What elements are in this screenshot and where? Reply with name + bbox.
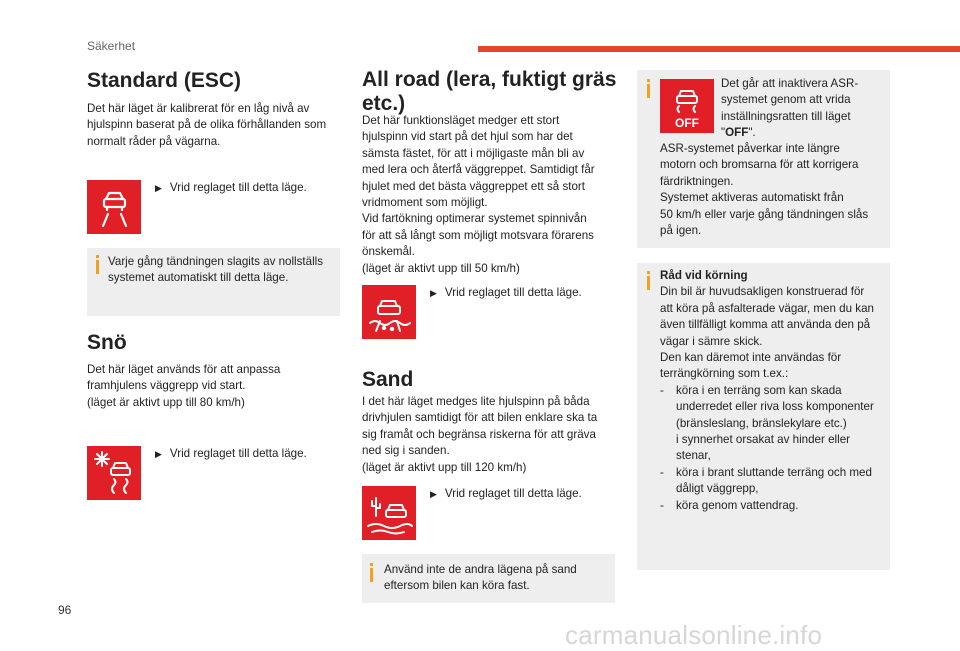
arrow-right-icon: ▶ — [155, 183, 162, 193]
list-item: - köra i brant sluttande terräng och med dåligt väggrepp, — [660, 465, 872, 496]
allroad-title: All road (lera, fuktigt gräs etc.) — [362, 68, 617, 115]
advice-title: Råd vid körning — [660, 269, 748, 282]
standard-step: ▶ Vrid reglaget till detta läge. — [155, 181, 307, 194]
col1-note-text: Varje gång tändningen slagits av nollställs systemet automatiskt till detta läge. — [108, 255, 324, 285]
sand-step: ▶ Vrid reglaget till detta läge. — [430, 487, 582, 500]
info-icon — [96, 260, 99, 274]
sand-mode-icon — [362, 486, 416, 540]
arrow-right-icon: ▶ — [430, 288, 437, 298]
col2-note-text: Använd inte de andra lägena på sand eftersom bilen kan köra fast. — [384, 563, 577, 593]
asr-side-text: Det går att inaktivera ASR- systemet genom att vrida inställningsratten till läget "OFF". — [721, 77, 859, 140]
allroad-body: Det här funktionsläget medger ett stort hjulspinn vid start på det hjul som har det sämsta fästet, för att i möjligaste mån bli av med lera och återfå väggreppet. Samtidigt får hjulet med det bästa väggreppet ett så stort vridmoment som möjligt. Vid fartökning optimerar systemet spinnivån för att så långt som möjligt motsvara förarens önskemål. (läget är aktivt upp till 50 km/h) — [362, 114, 595, 275]
snow-title: Snö — [87, 331, 127, 354]
arrow-right-icon: ▶ — [155, 449, 162, 459]
snow-mode-icon — [87, 446, 141, 500]
sand-title: Sand — [362, 368, 414, 391]
list-item: - köra i en terräng som kan skada underredet eller riva loss komponenter (bränsleslang, bränslekylare etc.) i synnerhet orsakat av hinder eller stenar, — [660, 383, 874, 463]
snow-step: ▶ Vrid reglaget till detta läge. — [155, 447, 307, 460]
info-icon — [647, 276, 650, 290]
arrow-right-icon: ▶ — [430, 489, 437, 499]
advice-text: Råd vid körning Din bil är huvudsakligen konstruerad för att köra på asfalterade vägar, men du kan även tillfälligt komma att använda den på vägar i sämre skick. Den kan däremot inte användas för terrängkörning som t.ex.: - köra i en terräng som kan skada underredet eller riva loss komponenter (bränsleslang, bränslekylare etc.) i synnerhet orsakat av hinder eller stenar, - köra i brant sluttande terräng och med dåligt väggrepp, - köra genom vattendrag. — [660, 268, 888, 514]
esc-standard-icon — [87, 180, 141, 234]
asr-off-icon — [660, 79, 714, 133]
snow-body: Det här läget används för att anpassa framhjulens väggrepp vid start. (läget är aktivt upp till 80 km/h) — [87, 363, 281, 409]
info-icon — [647, 84, 650, 98]
info-icon — [370, 568, 373, 582]
list-item: - köra genom vattendrag. — [660, 498, 799, 512]
section-label: Säkerhet — [87, 39, 136, 53]
sand-body: I det här läget medges lite hjulspinn på båda drivhjulen samtidigt för att bilen enklare ska ta sig framåt och begränsa riskerna för att gräva ned sig i sanden. (läget är aktivt upp till 120 km/h) — [362, 395, 598, 474]
asr-body: ASR-systemet påverkar inte längre motorn och bromsarna för att korrigera färdriktningen. Systemet aktiveras automatiskt från 50 km/h eller varje gång tändningen slås på igen. — [660, 142, 869, 238]
asr-off-label: OFF — [675, 116, 699, 130]
allroad-step: ▶ Vrid reglaget till detta läge. — [430, 286, 582, 299]
standard-title: Standard (ESC) — [87, 69, 242, 92]
watermark: carmanualsonline.info — [565, 620, 823, 650]
standard-body: Det här läget är kalibrerat för en låg nivå av hjulspinn baserat på de olika förhållanden som normalt råder på vägarna. — [87, 102, 327, 148]
mud-mode-icon — [362, 285, 416, 339]
page-number: 96 — [58, 603, 72, 617]
header-accent-bar — [478, 46, 960, 52]
